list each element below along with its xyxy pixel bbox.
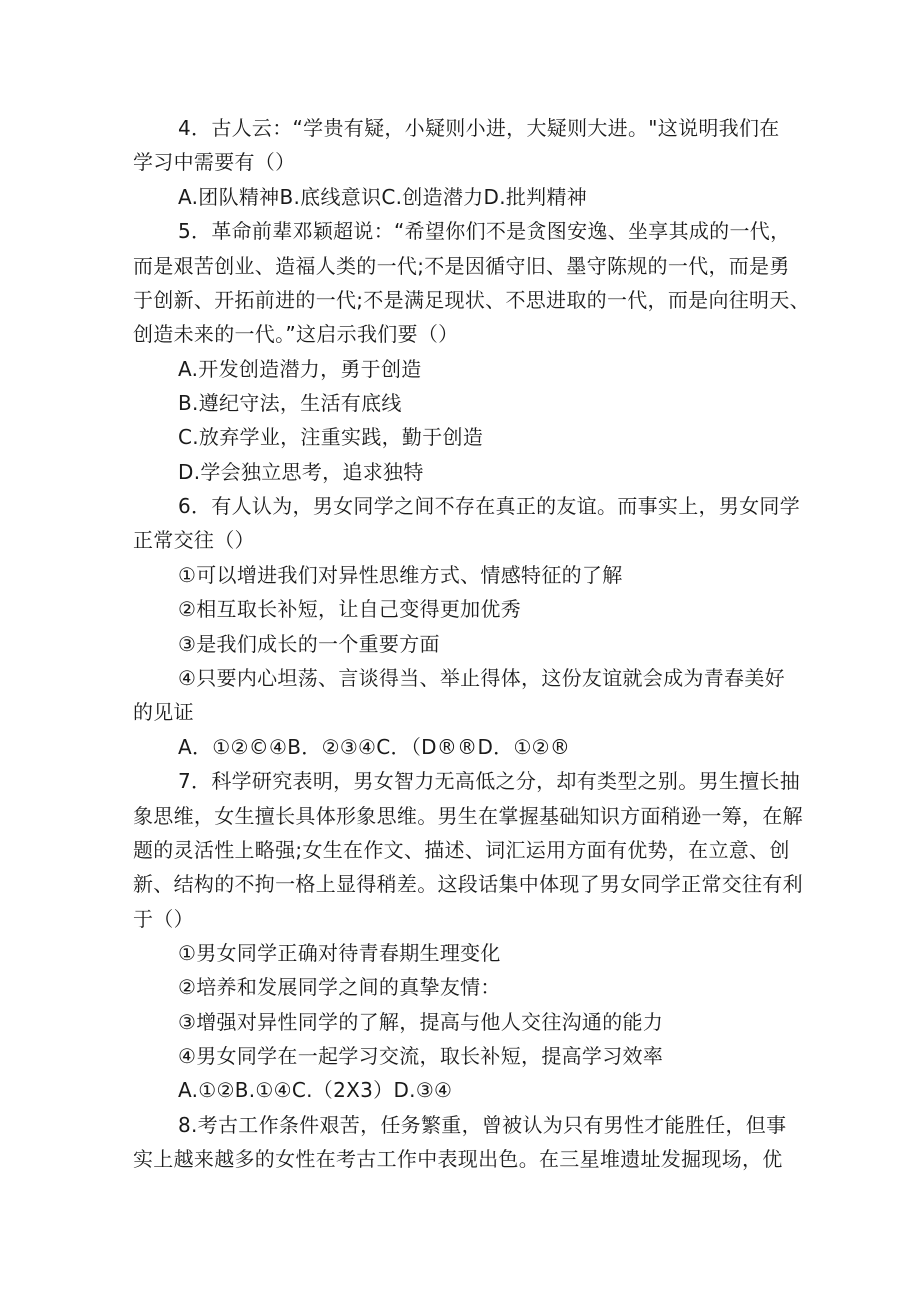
q5-option-d: D.学会独立思考，追求独特 [178,460,424,484]
q8-stem-line-2: 实上越来越多的女性在考古工作中表现出色。在三星堆遗址发掘现场，优 [133,1147,783,1171]
q6-item-3: ③是我们成长的一个重要方面 [178,632,440,656]
q8-stem-line-1: 8.考古工作条件艰苦，任务繁重，曾被认为只有男性才能胜任，但事 [178,1113,787,1137]
q5-option-b: B.遵纪守法，生活有底线 [178,391,402,415]
q5-stem-line-2: 而是艰苦创业、造福人类的一代;不是因循守旧、墨守陈规的一代，而是勇 [133,254,790,278]
q6-item-1: ①可以增进我们对异性思维方式、情感特征的了解 [178,563,623,587]
q4-stem-line-1: 4．古人云：“学贵有疑，小疑则小进，大疑则大进。"这说明我们在 [178,116,780,140]
q6-stem-line-2: 正常交往（） [133,528,255,552]
q7-item-4: ④男女同学在一起学习交流，取长补短，提高学习效率 [178,1044,664,1068]
q7-options: A.①②B.①④C.（2X3）D.③④ [178,1078,453,1102]
q7-stem-line-3: 题的灵活性上略强;女生在作文、描述、词汇运用方面有优势，在立意、创 [133,838,790,862]
q7-stem-line-5: 于（） [133,907,194,931]
q7-stem-line-2: 象思维，女生擅长具体形象思维。男生在掌握基础知识方面稍逊一筹，在解 [133,804,803,828]
q7-item-1: ①男女同学正确对待青春期生理变化 [178,941,501,965]
q5-stem-line-4: 创造未来的一代。”这启示我们要（） [133,322,459,346]
q7-item-2: ②培养和发展同学之间的真挚友情： [178,975,501,999]
q7-stem-line-4: 新、结构的不拘一格上显得稍差。这段话集中体现了男女同学正常交往有利 [133,872,803,896]
q4-options: A.团队精神B.底线意识C.创造潜力D.批判精神 [178,185,588,209]
q4-stem-line-2: 学习中需要有（） [133,150,296,174]
q5-stem-line-1: 5．革命前辈邓颖超说：“希望你们不是贪图安逸、坐享其成的一代， [178,219,791,243]
q6-stem-line-1: 6．有人认为，男女同学之间不存在真正的友谊。而事实上，男女同学 [178,494,801,518]
q5-option-a: A.开发创造潜力，勇于创造 [178,357,422,381]
q7-item-3: ③增强对异性同学的了解，提高与他人交往沟通的能力 [178,1010,664,1034]
q6-item-4-line-2: 的见证 [133,700,194,724]
q5-stem-line-3: 于创新、开拓前进的一代;不是满足现状、不思进取的一代，而是向往明天、 [133,288,810,312]
q5-option-c: C.放弃学业，注重实践，勤于创造 [178,425,484,449]
q6-item-2: ②相互取长补短，让自己变得更加优秀 [178,597,522,621]
q6-options: A．①②©④B．②③④C．（D®®D．①②® [178,735,571,759]
q6-item-4-line-1: ④只要内心坦荡、言谈得当、举止得体，这份友谊就会成为青春美好 [178,666,785,690]
q7-stem-line-1: 7．科学研究表明，男女智力无高低之分，却有类型之别。男生擅长抽 [178,769,801,793]
